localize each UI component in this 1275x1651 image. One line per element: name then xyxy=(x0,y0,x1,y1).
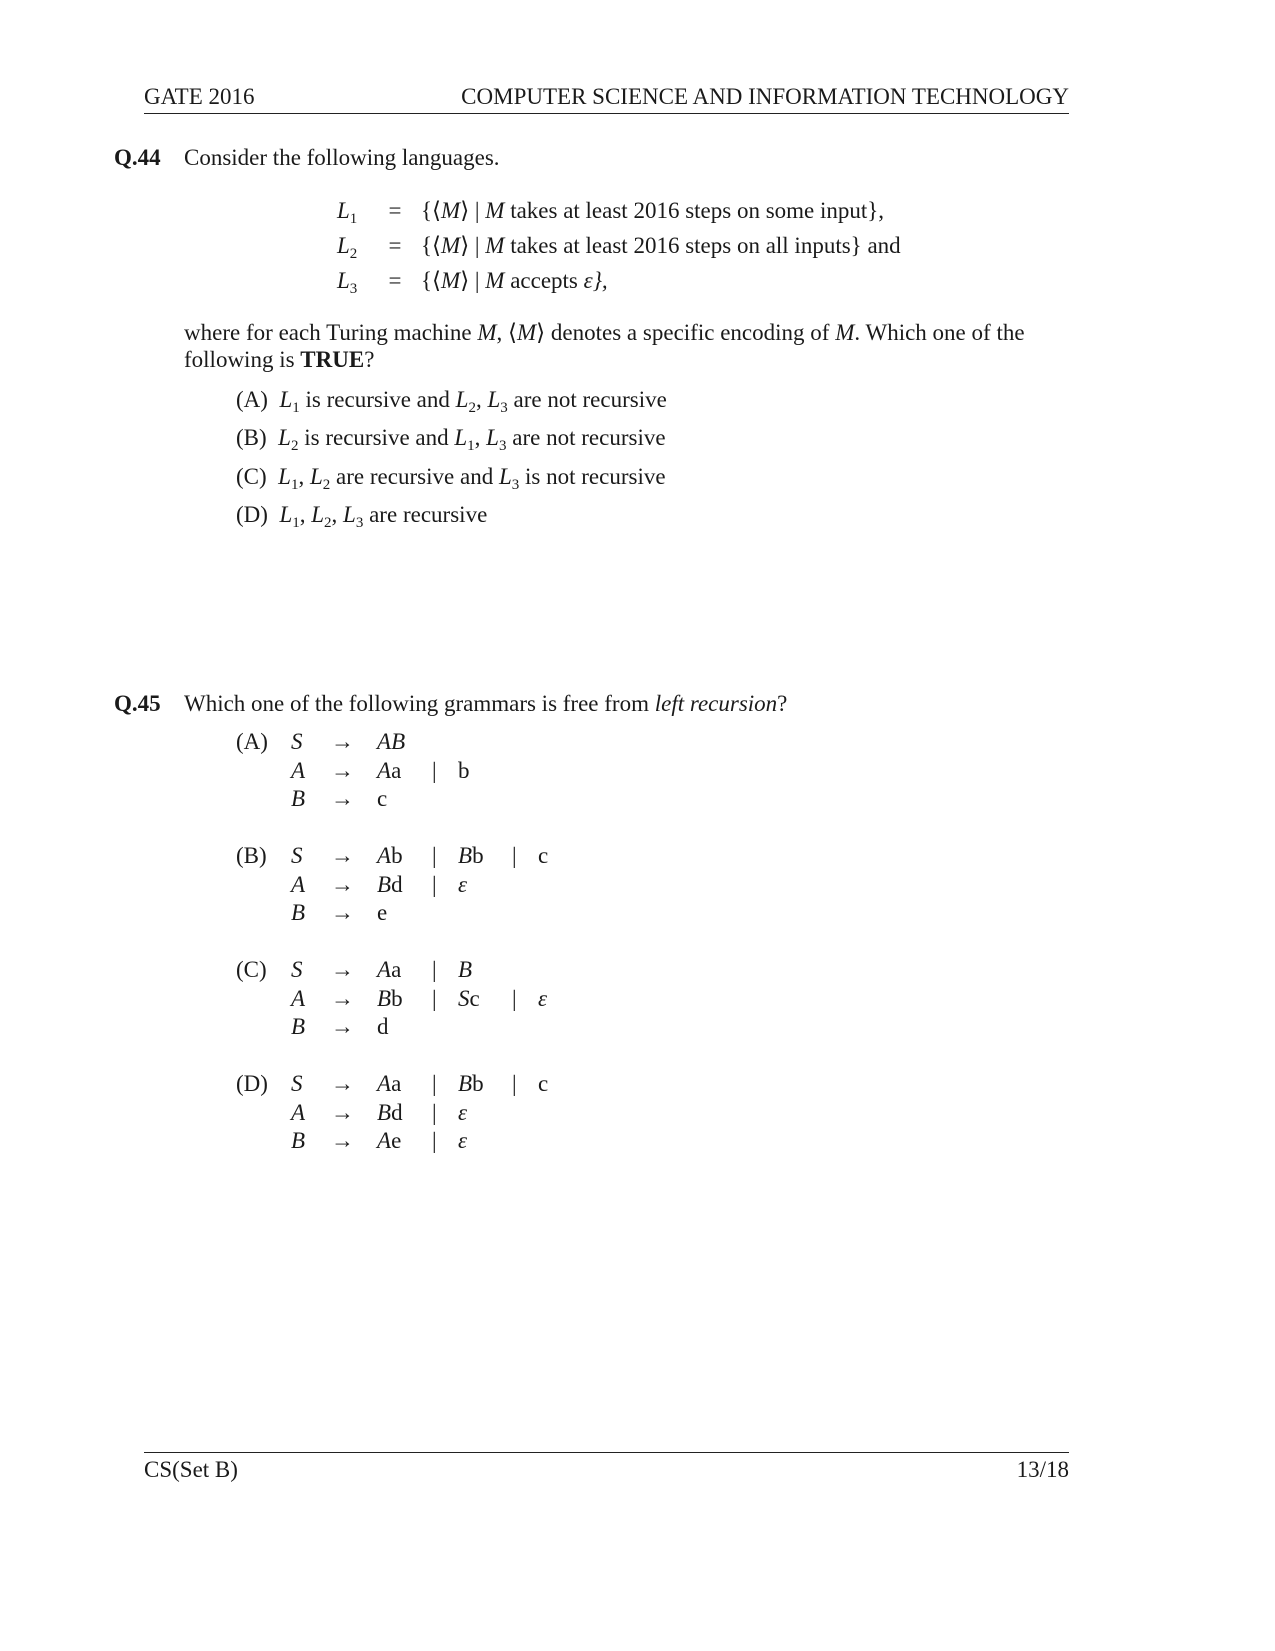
q44-option-c[interactable]: (C) $L_1$, $L_2$ are recursive and $L_3$ is not recursive xyxy=(236,464,666,493)
footer-page-number: 13/18 xyxy=(1016,1457,1069,1482)
production-alternative: Aa xyxy=(377,957,402,982)
alternative-separator: | xyxy=(432,757,437,783)
production-arrow: → xyxy=(331,957,354,982)
production-arrow: → xyxy=(331,786,354,811)
production-alternative: Sc xyxy=(458,985,480,1011)
production-alternative: c xyxy=(538,843,549,868)
production-alternative: AB xyxy=(377,729,406,754)
production-alternative: ε xyxy=(458,1099,468,1125)
production-lhs: A xyxy=(291,757,306,783)
alternative-separator: | xyxy=(512,1071,517,1096)
production-alternative: Ab xyxy=(377,843,403,868)
alternative-separator: | xyxy=(432,985,437,1011)
alternative-separator: | xyxy=(512,843,517,868)
alternative-separator: | xyxy=(432,843,437,868)
production-alternative: e xyxy=(377,900,388,925)
production-arrow: → xyxy=(331,843,354,868)
q44-option-b[interactable]: (B) $L_2$ is recursive and $L_1$, $L_3$ are not recursive xyxy=(236,425,666,454)
production-arrow: → xyxy=(331,985,354,1011)
production-arrow: → xyxy=(331,1099,354,1125)
grammar-option-label: (D) xyxy=(236,1071,268,1096)
alternative-separator: | xyxy=(512,985,517,1011)
production-lhs: B xyxy=(291,786,306,811)
production-alternative: Bb xyxy=(458,1071,484,1096)
production-arrow: → xyxy=(331,1014,354,1039)
q44-where-clause: where for each Turing machine M, ⟨M⟩ denotes a specific encoding of M. Which one of the xyxy=(184,320,1025,345)
production-lhs: S xyxy=(291,1071,303,1096)
alternative-separator: | xyxy=(432,957,437,982)
production-arrow: → xyxy=(331,1128,354,1153)
alternative-separator: | xyxy=(432,871,437,897)
grammar-option-label: (B) xyxy=(236,843,267,868)
grammar-option-label: (C) xyxy=(236,957,267,982)
production-alternative: Ae xyxy=(377,1128,402,1153)
production-alternative: b xyxy=(458,757,470,783)
production-alternative: B xyxy=(458,957,473,982)
footer-rule xyxy=(144,1452,1069,1453)
alternative-separator: | xyxy=(432,1099,437,1125)
production-alternative: Bb xyxy=(377,985,403,1011)
production-alternative: c xyxy=(377,786,388,811)
production-lhs: B xyxy=(291,1128,306,1153)
production-arrow: → xyxy=(331,900,354,925)
q44-true-prompt: following is TRUE? xyxy=(184,347,375,372)
production-alternative: ε xyxy=(458,871,468,897)
production-alternative: c xyxy=(538,1071,549,1096)
alternative-separator: | xyxy=(432,1128,437,1153)
header-exam-title: GATE 2016 xyxy=(144,84,255,109)
q45-number: Q.45 xyxy=(114,691,161,716)
q44-option-a[interactable]: (A) $L_1$ is recursive and $L_2$, $L_3$ are not recursive xyxy=(236,387,667,416)
alternative-separator: | xyxy=(432,1071,437,1096)
q45-question: Which one of the following grammars is free from left recursion? xyxy=(184,691,788,716)
production-alternative: ε xyxy=(458,1128,468,1153)
q44-language-definitions: $L_1$ = {⟨M⟩ | M takes at least 2016 steps on some input}, $L_2$ = {⟨M⟩ | M takes at least 2016 steps on all inputs} and $L_3$ = {⟨M⟩ | M accepts ε}, xyxy=(337,198,901,297)
header-subject: COMPUTER SCIENCE AND INFORMATION TECHNOLOGY xyxy=(461,84,1069,109)
production-lhs: A xyxy=(291,871,306,897)
production-lhs: S xyxy=(291,729,303,754)
production-alternative: Bd xyxy=(377,871,403,897)
production-arrow: → xyxy=(331,757,354,783)
production-alternative: d xyxy=(377,1014,389,1039)
production-lhs: B xyxy=(291,1014,306,1039)
production-lhs: B xyxy=(291,900,306,925)
production-alternative: Bd xyxy=(377,1099,403,1125)
production-alternative: Bb xyxy=(458,843,484,868)
production-lhs: A xyxy=(291,1099,306,1125)
q44-option-d[interactable]: (D) $L_1$, $L_2$, $L_3$ are recursive xyxy=(236,502,488,531)
production-alternative: Aa xyxy=(377,1071,402,1096)
production-alternative: Aa xyxy=(377,757,402,783)
production-arrow: → xyxy=(331,729,354,754)
production-alternative: ε xyxy=(538,985,548,1011)
q44-number: Q.44 xyxy=(114,145,161,170)
production-lhs: S xyxy=(291,957,303,982)
production-lhs: S xyxy=(291,843,303,868)
production-arrow: → xyxy=(331,1071,354,1096)
footer-set: CS(Set B) xyxy=(144,1457,238,1482)
q44-intro: Consider the following languages. xyxy=(184,145,500,170)
production-lhs: A xyxy=(291,985,306,1011)
production-arrow: → xyxy=(331,871,354,897)
grammar-option-label: (A) xyxy=(236,729,268,754)
